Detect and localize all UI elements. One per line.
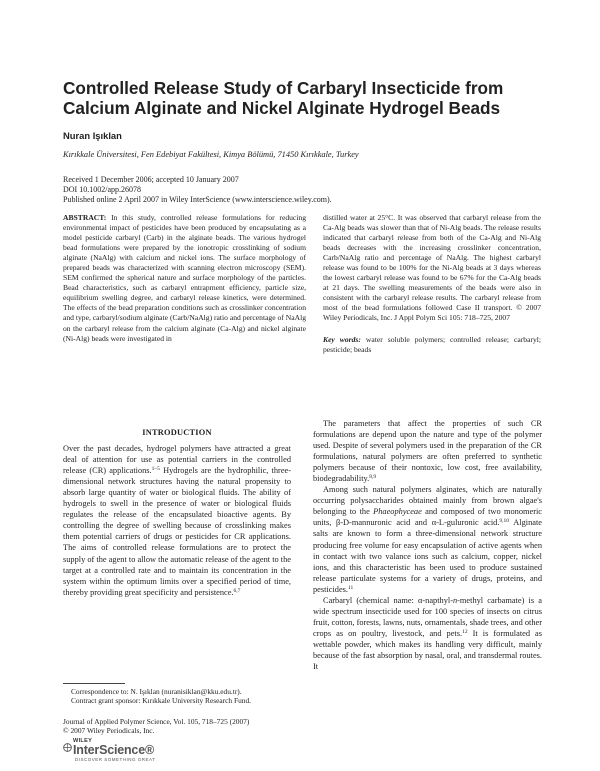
keywords-label: Key words: [323, 334, 361, 344]
intro-p1-text-a: Over the past decades, hydrogel polymers have attracted a great deal of attention for use as potential carriers in the controlled release (CR) applications. [63, 444, 291, 476]
author-name: Nuran Işıklan [63, 130, 122, 141]
abstract-right-column [323, 213, 541, 355]
wiley-globe-icon [63, 743, 72, 752]
footnote [63, 687, 291, 706]
logo-interscience-text: InterScience® [73, 743, 154, 757]
body-right-column [313, 418, 542, 672]
citation-ref: 1–5 [151, 466, 160, 473]
intro-p4-italic: n [452, 595, 458, 605]
intro-p3-text-c: Alginate salts are known to form a three-dimensional network structure producing free volume for easy encapsulation of active agents when in contact with two valance ions such as calcium, copper, nickel ions, and this characteristic has been used to produce sustained release particulate systems for a variety of drugs, proteins, and pesticides. [313, 518, 542, 594]
sponsor-note: Contract grant sponsor: Kırıkkale University Research Fund. [71, 696, 252, 706]
intro-p3-italic: Phaeophyceae [373, 507, 422, 517]
published-online: Published online 2 April 2007 in Wiley InterScience (www.interscience.wiley.com). [63, 195, 332, 205]
keywords-text: water soluble polymers; controlled release; carbaryl; pesticide; beads [323, 334, 541, 354]
citation-ref: 12 [462, 628, 468, 635]
intro-p4-text-c: It is formulated as wettable powder, which makes its handling very difficult, mainly because of the fast absorption by nasal, oral, and transdermal routes. It [313, 628, 543, 672]
intro-p4-text-a: Carbaryl (chemical name: α-napthyl- [323, 595, 453, 605]
doi: DOI 10.1002/app.26078 [63, 185, 141, 195]
abstract-label: ABSTRACT: [63, 213, 107, 222]
article-dates [63, 175, 332, 206]
intro-paragraph-2 [313, 418, 542, 484]
intro-paragraph-1 [63, 443, 291, 598]
intro-p3-text-a: Among such natural polymers alginates, which are naturally occurring polysaccharides obtained mainly from brown algae's belonging to the [313, 485, 542, 517]
logo-tagline: DISCOVER SOMETHING GREAT [75, 757, 156, 762]
journal-reference: Journal of Applied Polymer Science, Vol. 105, 718–725 (2007) [63, 717, 250, 726]
citation-ref: 8,9 [369, 474, 377, 481]
received-date: Received 1 December 2006; accepted 10 January 2007 [63, 175, 239, 184]
intro-p1-text-b: Hydrogels are the hydrophilic, three-dimensional network structures having the natural propensity to absorb large quantity of water or biological fluids. The ability of hydrogels to swell in the presence of water or biological fluids regulates the release of the encapsulated bioactive agents. By controlling the degree of swelling because of crosslinking makes them potential carriers of drugs or pesticides for CR applications. The aims of controlled release formulations are to protect the supply of the agent to allow the automatic release of the agent to the target at a controlled rate and to maintain its concentration in the system within the optimum limits over a specified period of time, thereby providing great specificity and persistence. [63, 466, 292, 597]
intro-paragraph-3 [313, 484, 542, 594]
abstract-text-left: In this study, controlled release formulations for reducing environmental impact of pesticides have been produced by encapsulating as a model pesticide carbaryl (Carb) in the alginate beads. The various hydrogel bead formulations were prepared by the ionotropic crosslinking of sodium alginate (NaAlg) with calcium and nickel ions. The surface morphology of prepared beads was characterized with scanning electron microscopy (SEM). SEM confirmed the spherical nature and surface morphology of the particles. Bead characteristics, such as carbaryl entrapment efficiency, particle size, equilibrium swelling degree, and carbaryl release kinetics, were determined. The effects of the bead preparation conditions such as crosslinker concentration and type, carbaryl/sodium alginate (Carb/NaAlg) ratio and percentage of NaAlg on the carbaryl release from the calcium alginate (Ca-Alg) and nickel alginate (Ni-Alg) beads were investigated in [63, 213, 306, 343]
correspondence-note: Correspondence to: N. Işıklan (nuranisiklan@kku.edu.tr). [71, 687, 242, 696]
wiley-interscience-logo [63, 738, 173, 764]
keywords [323, 335, 541, 355]
intro-p2-text: The parameters that affect the properties of such CR formulations are depend upon the nature and type of the polymer used. Despite of several polymers used in the preparation of the CR formulations, natural polymers are often preferred to synthetic polymers because of their nontoxic, low cost, free availability, biodegradability. [313, 419, 542, 484]
section-heading-introduction: INTRODUCTION [142, 428, 212, 437]
logo-wiley-text: WILEY [73, 738, 93, 744]
citation-ref: 6,7 [233, 587, 241, 594]
citation-ref: 11 [348, 584, 354, 591]
body-left-column [63, 427, 291, 598]
journal-copyright: © 2007 Wiley Periodicals, Inc. [63, 726, 155, 736]
journal-citation [63, 717, 303, 735]
intro-p4-text-b: -methyl carbamate) is a wide spectrum insecticide used for 100 species of insects on citrus fruit, cotton, forests, lawns, nuts, ornamentals, shade trees, and other crops as on poultry, livestock, and pets. [313, 595, 542, 638]
abstract-text-right: distilled water at 25°C. It was observed that carbaryl release from the Ca-Alg beads was slower than that of Ni-Alg beads. The release results indicated that carbaryl release from both of the Ca-Alg and Ni-Alg beads decreases with the increasing crosslinker concentration, Carb/NaAlg ratio and percentage of NaAlg. The highest carbaryl release was found to be 100% for the Ni-Alg beads at 3 days whereas the lowest carbaryl release was found to be 67% for the Ca-Alg beads at 21 days. The swelling measurements of the beads were also in consistent with the carbaryl release results. The carbaryl release from most of the bead formulations followed Case II transport. © 2007 Wiley Periodicals, Inc. J Appl Polym Sci 105: 718–725, 2007 [323, 213, 541, 323]
author-affiliation: Kırıkkale Üniversitesi, Fen Edebiyat Fakültesi, Kimya Bölümü, 71450 Kırıkkale, Turkey [63, 150, 359, 159]
intro-p3-text-b: and composed of two monomeric units, β-D-mannuronic acid and α-L-guluronic acid. [313, 507, 542, 528]
article-title: Controlled Release Study of Carbaryl Insecticide from Calcium Alginate and Nickel Alginate Hydrogel Beads [63, 78, 504, 118]
citation-ref: 9,10 [499, 518, 510, 525]
intro-paragraph-4 [313, 595, 542, 672]
footnote-divider [63, 683, 125, 684]
abstract-left-column [63, 213, 306, 344]
